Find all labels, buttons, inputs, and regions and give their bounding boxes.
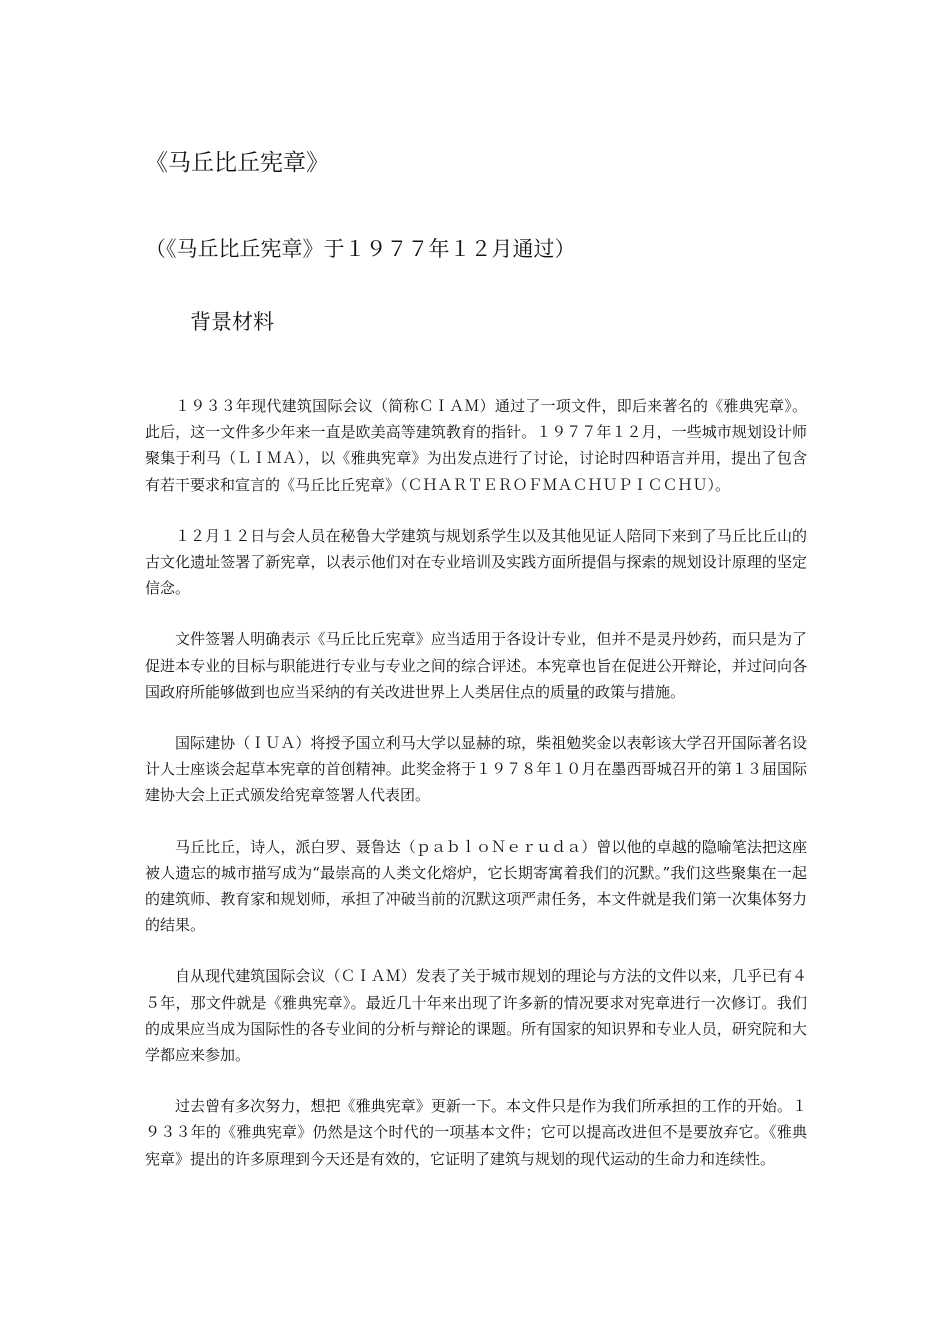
body-text bbox=[145, 393, 807, 1197]
paragraph-6: 自从现代建筑国际会议（ＣＩＡＭ）发表了关于城市规划的理论与方法的文件以来，几乎已有４５年，那文件就是《雅典宪章》。最近几十年来出现了许多新的情况要求对宪章进行一次修订。我们的成果应当成为国际性的各专业间的分析与辩论的课题。所有国家的知识界和专业人员，研究院和大学都应来参加。 bbox=[145, 967, 807, 1065]
paragraph-5: 马丘比丘，诗人，派白罗、聂鲁达（ｐａｂｌｏＮｅｒｕｄａ）曾以他的卓越的隐喻笔法把这座被人遗忘的城市描写成为“最崇高的人类文化熔炉，它长期寄寓着我们的沉默。”我们这些聚集在一起的建筑师、教育家和规划师，承担了冲破当前的沉默这项严肃任务，本文件就是我们第一次集体努力的结果。 bbox=[145, 837, 807, 935]
paragraph-2: １２月１２日与会人员在秘鲁大学建筑与规划系学生以及其他见证人陪同下来到了马丘比丘山的古文化遗址签署了新宪章，以表示他们对在专业培训及实践方面所提倡与探索的规划设计原理的坚定信念。 bbox=[145, 526, 807, 598]
section-heading: 背景材料 bbox=[190, 310, 274, 334]
document-title: 《马丘比丘宪章》 bbox=[145, 150, 329, 176]
paragraph-3: 文件签署人明确表示《马丘比丘宪章》应当适用于各设计专业，但并不是灵丹妙药，而只是为了促进本专业的目标与职能进行专业与专业之间的综合评述。本宪章也旨在促进公开辩论，并过问向各国政府所能够做到也应当采纳的有关改进世界上人类居住点的质量的政策与措施。 bbox=[145, 630, 807, 701]
paragraph-1: １９３３年现代建筑国际会议（简称ＣＩＡＭ）通过了一项文件，即后来著名的《雅典宪章》。此后，这一文件多少年来一直是欧美高等建筑教育的指针。１９７７年１２月，一些城市规划设计师聚集于利马（ＬＩＭＡ），以《雅典宪章》为出发点进行了讨论，讨论时四种语言并用，提出了包含有若干要求和宣言的《马丘比丘宪章》（ＣＨＡＲＴＥＲＯＦＭＡＣＨＵＰＩＣＣＨＵ）。 bbox=[145, 397, 807, 494]
document-subtitle: （《马丘比丘宪章》于１９７７年１２月通过） bbox=[145, 237, 576, 261]
paragraph-4: 国际建协（ＩＵＡ）将授予国立利马大学以显赫的琼，柴祖勉奖金以表彰该大学召开国际著名设计人士座谈会起草本宪章的首创精神。此奖金将于１９７８年１０月在墨西哥城召开的第１３届国际建协大会上正式颁发给宪章签署人代表团。 bbox=[145, 734, 807, 805]
paragraph-7: 过去曾有多次努力，想把《雅典宪章》更新一下。本文件只是作为我们所承担的工作的开始。１９３３年的《雅典宪章》仍然是这个时代的一项基本文件；它可以提高改进但不是要放弃它。《雅典宪章》提出的许多原理到今天还是有效的，它证明了建筑与规划的现代运动的生命力和连续性。 bbox=[145, 1097, 807, 1168]
